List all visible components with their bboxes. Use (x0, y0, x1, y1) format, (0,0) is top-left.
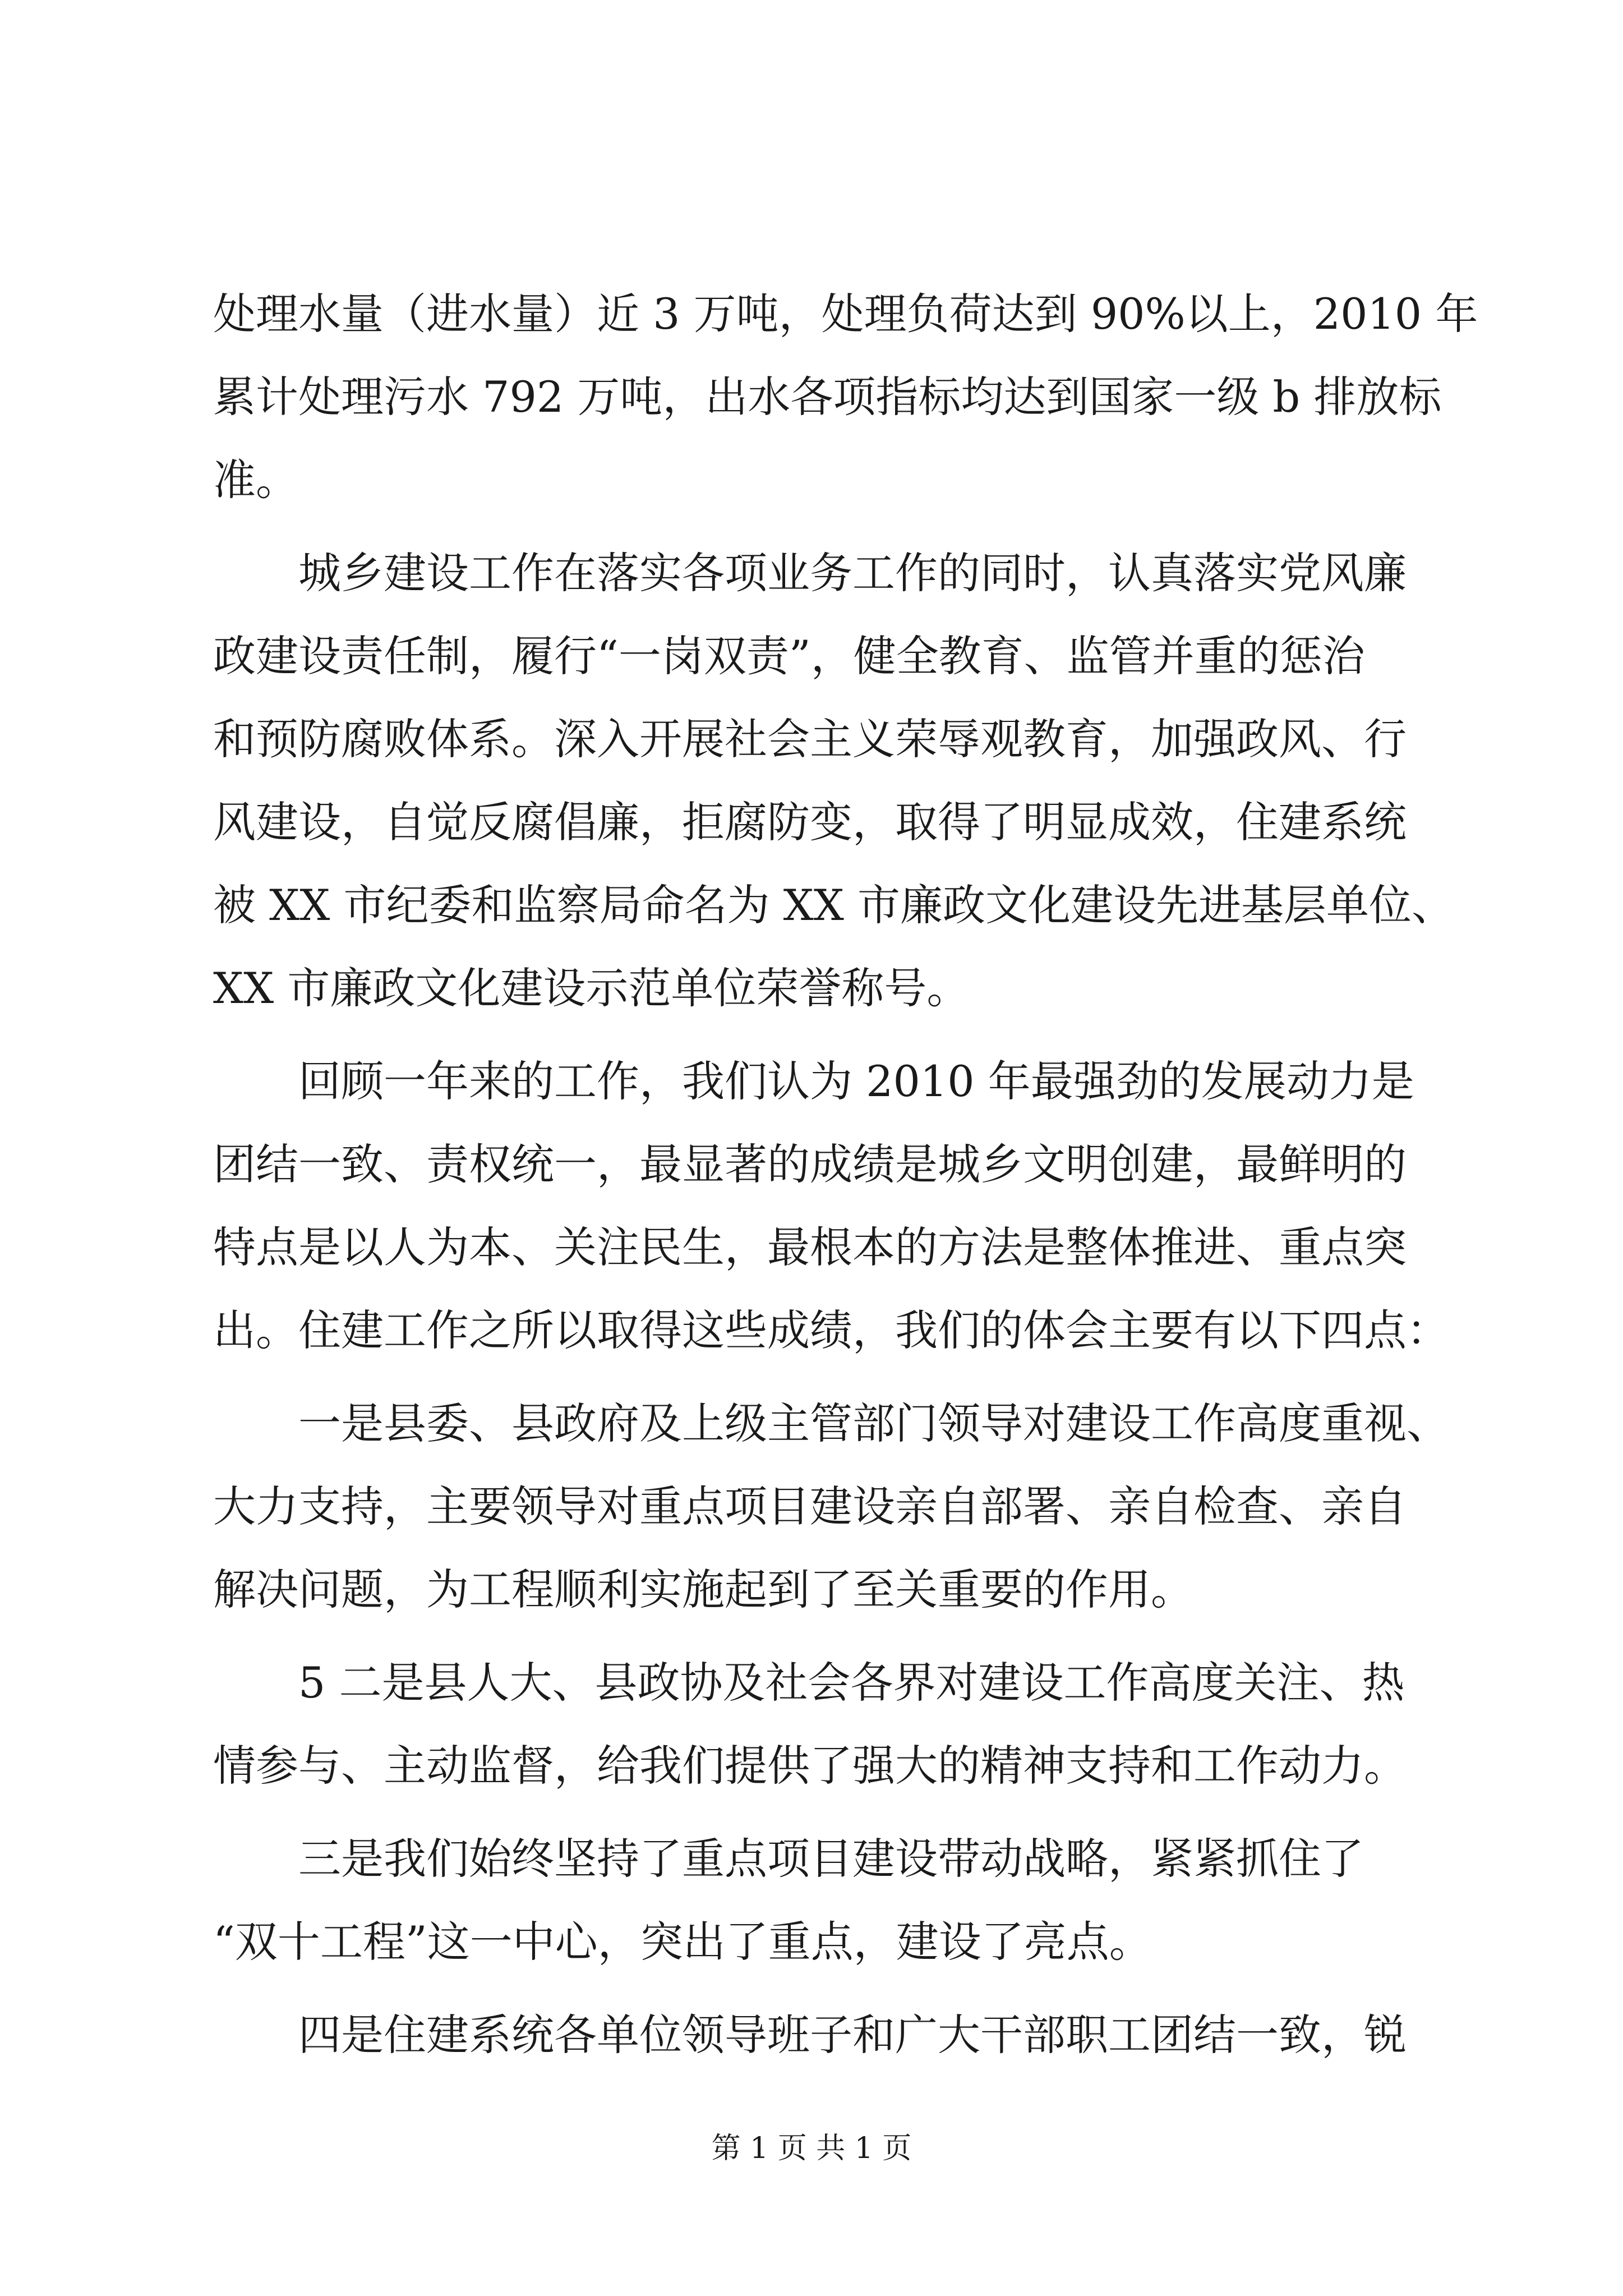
text-line: 政建设责任制，履行“一岗双责”，健全教育、监管并重的惩治 (213, 631, 1365, 681)
text-line: 风建设，自觉反腐倡廉，拒腐防变，取得了明显成效，住建系统 (213, 797, 1407, 847)
text-line: 和预防腐败体系。深入开展社会主义荣辱观教育，加强政风、行 (213, 714, 1407, 764)
text-line: 情参与、主动监督，给我们提供了强大的精神支持和工作动力。 (213, 1741, 1407, 1791)
paragraph-start-line: 回顾一年来的工作，我们认为 2010 年最强劲的发展动力是 (298, 1056, 1414, 1106)
text-line: “双十工程”这一中心，突出了重点，建设了亮点。 (213, 1917, 1152, 1967)
paragraph-start-line: 城乡建设工作在落实各项业务工作的同时，认真落实党风廉 (298, 548, 1407, 598)
page-number-footer: 第 1 页 共 1 页 (711, 2132, 912, 2165)
text-line: 准。 (213, 455, 298, 505)
paragraph-start-line: 5 二是县人大、县政协及社会各界对建设工作高度关注、热 (298, 1658, 1405, 1708)
text-line: 被 XX 市纪委和监察局命名为 XX 市廉政文化建设先进基层单位、 (213, 880, 1455, 930)
text-line: 解决问题，为工程顺利实施起到了至关重要的作用。 (213, 1565, 1193, 1614)
text-line: 累计处理污水 792 万吨，出水各项指标均达到国家一级 b 排放标 (213, 372, 1442, 422)
text-line: XX 市廉政文化建设示范单位荣誉称号。 (213, 963, 970, 1013)
text-line: 出。住建工作之所以取得这些成绩，我们的体会主要有以下四点： (213, 1305, 1449, 1355)
paragraph-start-line: 三是我们始终坚持了重点项目建设带动战略，紧紧抓住了 (298, 1834, 1364, 1884)
text-line: 处理水量（进水量）近 3 万吨，处理负荷达到 90%以上，2010 年 (213, 289, 1478, 339)
text-line: 团结一致、责权统一，最显著的成绩是城乡文明创建，最鲜明的 (213, 1139, 1407, 1189)
text-line: 特点是以人为本、关注民生，最根本的方法是整体推进、重点突 (213, 1222, 1407, 1272)
paragraph-start-line: 一是县委、县政府及上级主管部门领导对建设工作高度重视、 (298, 1398, 1449, 1448)
paragraph-start-line: 四是住建系统各单位领导班子和广大干部职工团结一致，锐 (298, 2010, 1407, 2060)
text-line: 大力支持，主要领导对重点项目建设亲自部署、亲自检查、亲自 (213, 1481, 1407, 1531)
